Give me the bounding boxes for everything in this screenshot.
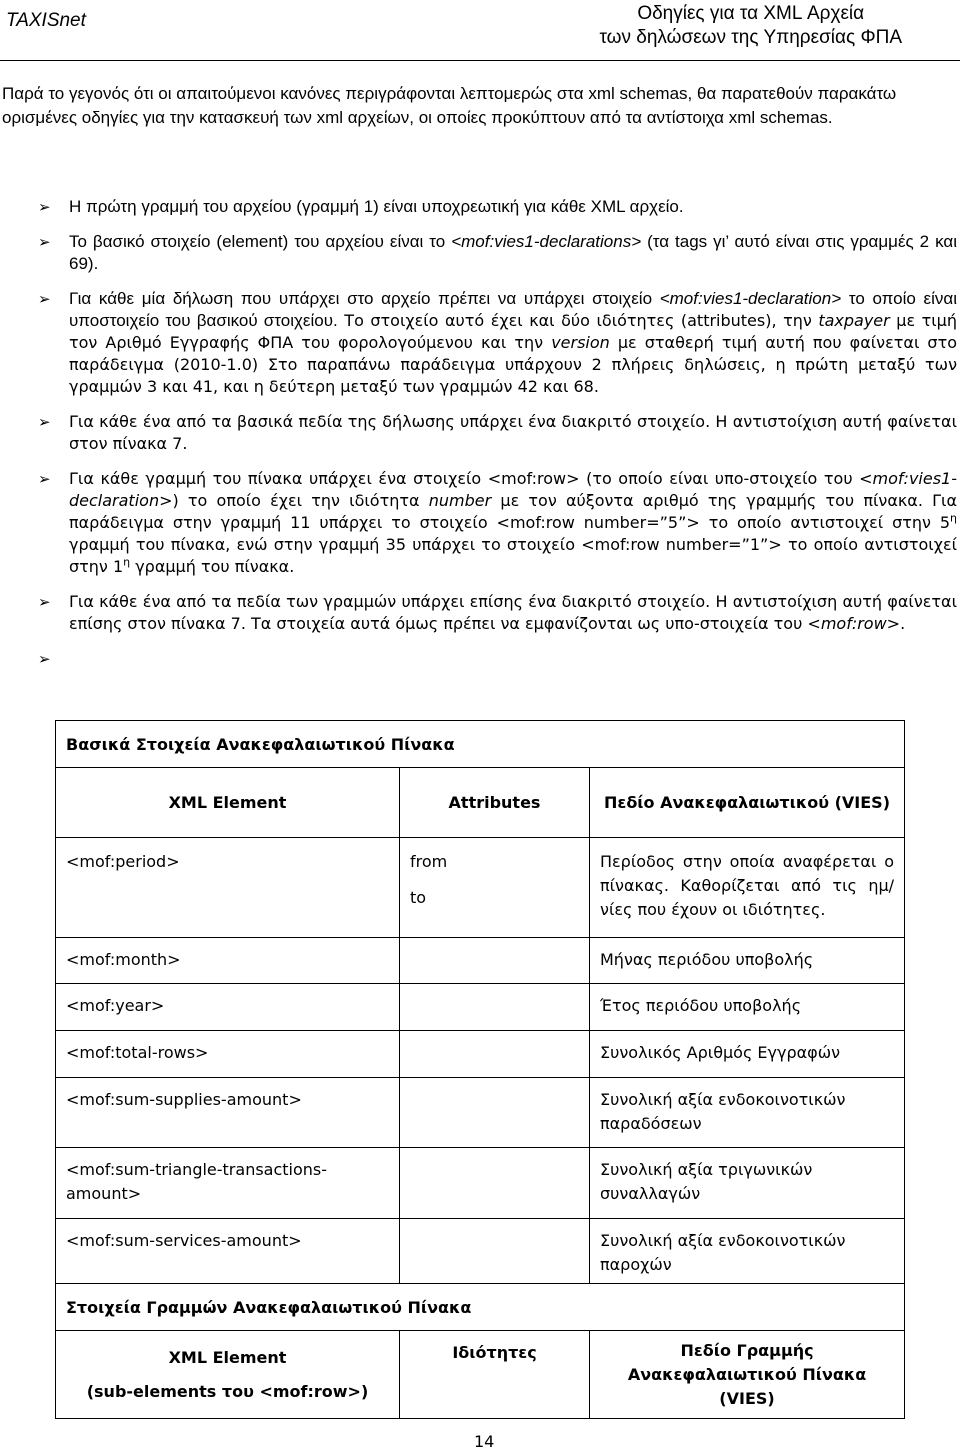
brand-name: TAXISnet (6, 10, 86, 31)
list-item: ➢ Για κάθε ένα από τα πεδία των γραμμών υπάρχει επίσης ένα διακριτό στοιχείο. Η αντιστοίχιση αυτή φαίνεται επίσης στον πίνακα 7. Τα στοιχεία αυτά όμως πρέπει να εμφανίζονται ως υπο-στοιχεία του <mof:row>. (38, 592, 957, 633)
page-number: 14 (474, 1432, 495, 1451)
instruction-list (0, 196, 958, 683)
attribute-cell (400, 1148, 590, 1219)
element-cell: <mof:sum-services-amount> (56, 1219, 400, 1284)
arrow-bullet-icon: ➢ (38, 290, 51, 308)
table-row (56, 984, 905, 1031)
table-row (56, 1031, 905, 1078)
table-row (56, 1078, 905, 1148)
field-cell: Συνολική αξία ενδοκοινοτικών παραδόσεων (590, 1078, 905, 1148)
field-cell: Συνολικός Αριθμός Εγγραφών (590, 1031, 905, 1078)
list-item: ➢ Το βασικό στοιχείο (element) του αρχείου είναι το <mof:vies1-declarations> (τα tags γι’ αυτό είναι στις γραμμές 2 και 69). (38, 232, 957, 273)
element-cell: <mof:period> (56, 838, 400, 938)
mapping-table (55, 720, 905, 1419)
arrow-bullet-icon: ➢ (38, 233, 51, 251)
list-item: ➢ Για κάθε γραμμή του πίνακα υπάρχει ένα στοιχείο <mof:row> (το οποίο είναι υπο-στοιχείο του <mof:vies1-declaration>) το οποίο έχει την ιδιότητα number με τον αύξοντα αριθμό της γραμμής του πίνακα. Για παράδειγμα στην γραμμή 11 υπάρχει το στοιχείο <mof:row number=”5”> το οποίο αντιστοιχεί στην $5^\eta$ γραμμή του πίνακα, ενώ στην γραμμή 35 υπάρχει το στοιχείο <mof:row number=”1”> το οποίο αντιστοιχεί στην $1^\eta$ γραμμή του πίνακα. (38, 469, 958, 576)
table-row (56, 1148, 905, 1219)
attribute-cell (400, 938, 590, 984)
page-header (0, 0, 960, 61)
column-header: Πεδίο Γραμμής Ανακεφαλαιωτικού Πίνακα (VIES) (590, 1331, 905, 1419)
field-cell: Περίοδος στην οποία αναφέρεται ο πίνακας. Καθορίζεται από τις ημ/νίες που έχουν οι ιδιότητες. (590, 838, 905, 938)
column-header: Attributes (400, 768, 590, 838)
document-title (599, 2, 902, 50)
attribute-cell (400, 1078, 590, 1148)
element-cell: <mof:month> (56, 938, 400, 984)
attribute-cell (400, 1219, 590, 1284)
field-cell: Έτος περιόδου υποβολής (590, 984, 905, 1031)
element-cell: <mof:year> (56, 984, 400, 1031)
list-item: ➢ Για κάθε μία δήλωση που υπάρχει στο αρχείο πρέπει να υπάρχει στοιχείο <mof:vies1-declaration> το οποίο είναι υποστοιχείο του βασικού στοιχείου. Το στοιχείο αυτό έχει και δύο ιδιότητες (attributes), την taxpayer με τιμή τον Αριθμό Εγγραφής ΦΠΑ του φορολογούμενου και την version με σταθερή τιμή αυτή που φαίνεται στο παράδειγμα (2010-1.0) Στο παραπάνω παράδειγμα υπάρχουν 2 πλήρεις δηλώσεις, η πρώτη μεταξύ των γραμμών 3 και 41, και η δεύτερη μεταξύ των γραμμών 42 και 68. (38, 289, 957, 396)
field-cell: Συνολική αξία τριγωνικών συναλλαγών (590, 1148, 905, 1219)
arrow-bullet-icon: ➢ (38, 470, 51, 488)
element-cell: <mof:sum-supplies-amount> (56, 1078, 400, 1148)
section-title-basic: Βασικά Στοιχεία Ανακεφαλαιωτικού Πίνακα (56, 721, 905, 768)
list-item-empty (0, 648, 957, 670)
document-title-line2: των δηλώσεων της Υπηρεσίας ΦΠΑ (599, 27, 902, 48)
attribute-cell (400, 1031, 590, 1078)
list-item: ➢ Για κάθε ένα από τα βασικά πεδία της δήλωσης υπάρχει ένα διακριτό στοιχείο. Η αντιστοίχιση αυτή φαίνεται στον πίνακα 7. (38, 412, 957, 453)
section-title-rows: Στοιχεία Γραμμών Ανακεφαλαιωτικού Πίνακα (56, 1284, 905, 1331)
column-header: Ιδιότητες (400, 1331, 590, 1419)
column-header: XML Element (sub-elements του <mof:row>) (56, 1331, 400, 1419)
document-title-line1: Οδηγίες για τα XML Αρχεία (637, 3, 865, 24)
arrow-bullet-icon: ➢ (38, 198, 51, 216)
attribute-cell (400, 984, 590, 1031)
arrow-bullet-icon: ➢ (38, 413, 51, 431)
column-header: Πεδίο Ανακεφαλαιωτικού (VIES) (590, 768, 905, 838)
table-row (56, 1219, 905, 1284)
field-cell: Συνολική αξία ενδοκοινοτικών παροχών (590, 1219, 905, 1284)
field-cell: Μήνας περιόδου υποβολής (590, 938, 905, 984)
element-cell: <mof:sum-triangle-transactions-amount> (56, 1148, 400, 1219)
element-cell: <mof:total-rows> (56, 1031, 400, 1078)
table-row (56, 938, 905, 984)
table-header-row (56, 768, 905, 838)
table-header-row (56, 1331, 905, 1419)
table-section-row (56, 721, 905, 768)
table-section-row (56, 1284, 905, 1331)
column-header: XML Element (56, 768, 400, 838)
arrow-bullet-icon: ➢ (38, 650, 51, 668)
attribute-cell: from to (400, 838, 590, 938)
arrow-bullet-icon: ➢ (38, 593, 51, 611)
table-row (56, 838, 905, 938)
intro-paragraph: Παρά το γεγονός ότι οι απαιτούμενοι κανόνες περιγράφονται λεπτομερώς στα xml schemas, θα παρατεθούν παρακάτω ορισμένες οδηγίες για την κατασκευή των xml αρχείων, οι οποίες προκύπτουν από τα αντίστοιχα xml schemas. (2, 84, 897, 127)
list-item: ➢ Η πρώτη γραμμή του αρχείου (γραμμή 1) είναι υποχρεωτική για κάθε XML αρχείο. (38, 197, 684, 216)
